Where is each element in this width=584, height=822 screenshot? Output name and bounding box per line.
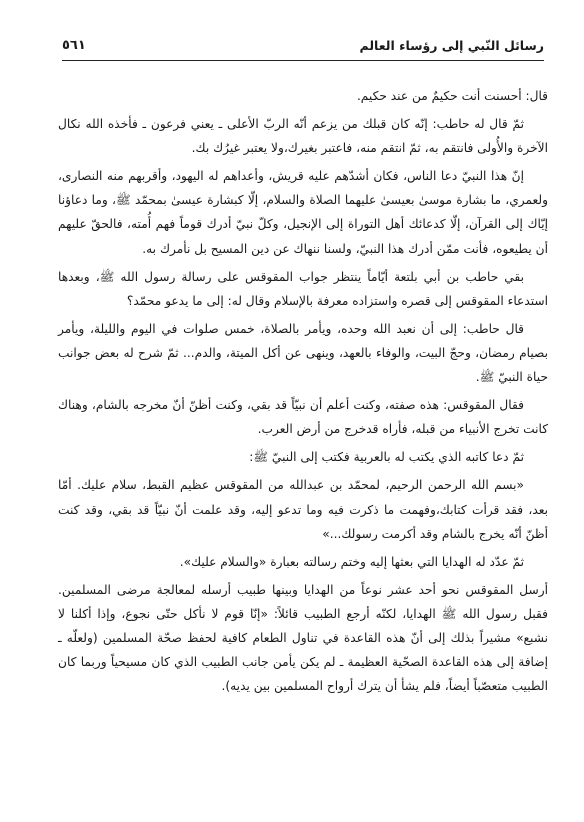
paragraph: بقي حاطب بن أبي بلتعة أيّاماً ينتظر جواب المقوقس على رسالة رسول الله ﷺ، وبعدها استدعاء المقوقس إلى قصره واستزاده معرفة بالإسلام وقال له: إلى ما يدعو محمّد؟ xyxy=(58,269,548,308)
paragraph: إنّ هذا النبيّ دعا الناس، فكان أشدّهم عليه قريش، وأعداهم له اليهود، وأقربهم منه النصارى، ولعمري، ما بشارة موسىٰ بعيسىٰ عليهما الصلاة والسلام، إلّا كبشارة عيسىٰ بمحمّد ﷺ، وما دعاؤنا إيّاك إلى القرآن، إلّا كدعائك أهل التوراة إلى الإنجيل، وكلّ نبيّ أدرك قوماً فهم أُمته، فالحقّ عليهم أن يطيعوه، فأنت ممّن أدرك هذا النبيّ، ولسنا ننهاك عن دين المسيح بل نأمرك به. xyxy=(58,169,548,256)
body-text xyxy=(58,84,548,702)
paragraph: ثمّ عدّد له الهدايا التي بعثها إليه وختم رسالته بعبارة «والسلام عليك». xyxy=(179,554,524,569)
running-title: رسائل النّبي إلى رؤساء العالم xyxy=(359,38,544,53)
paragraph: ثمّ قال له حاطب: إنّه كان قبلك من يزعم أنّه الربّ الأعلى ـ يعني فرعون ـ فأخذه الله نكال الآخرة والأُولى فانتقم به، ثمّ انتقم منه، فاعتبر بغيرك،ولا يعتبر غيرُك بك. xyxy=(58,117,548,156)
paragraph: ثمّ دعا كاتبه الذي يكتب له بالعربية فكتب إلى النبيّ ﷺ: xyxy=(249,450,524,465)
running-header xyxy=(62,36,544,61)
paragraph: «بسم الله الرحمن الرحيم، لمحمّد بن عبدالله من المقوقس عظيم القبط، سلام عليك. أمّا بعد، فقد قرأت كتابك،وفهمت ما ذكرت فيه وما تدعو إليه، وقد علمت أنّ نبيّاً قد بقي، وقد كنت أظنّ أنّه يخرج بالشام وقد أكرمت رسولك...» xyxy=(58,478,548,541)
page-number: ٥٦١ xyxy=(62,38,86,53)
paragraph: أرسل المقوقس نحو أحد عشر نوعاً من الهدايا وبينها طبيب أرسله لمعالجة مرضى المسلمين. فقبل رسول الله ﷺ الهدايا، لكنّه أرجع الطبيب قائلاً: «إنّا قوم لا نأكل حتّى نجوع، وإذا أكلنا لا نشبع» مشيراً بذلك إلى أنّ هذه القاعدة في تناول الطعام كافية لحفظ صحّة المسلمين (ولعلّه ـ إضافة إلى هذه القاعدة الصحّية العظيمة ـ لم يكن يأمن جانب الطبيب الذي كان مسيحياً وربما كان الطبيب متعصّباً أيضاً، فلم يشأ أن يترك أرواح المسلمين بين يديه). xyxy=(58,582,548,694)
paragraph: قال: أحسنت أنت حكيمٌ من عند حكيم. xyxy=(356,89,548,103)
paragraph: قال حاطب: إلى أن نعبد الله وحده، ويأمر بالصلاة، خمس صلوات في اليوم والليلة، ويأمر بصيام رمضان، وحجّ البيت، والوفاء بالعهد، وينهى عن أكل الميتة، والدم... ثمّ شرح له بعض جوانب حياة النبيّ ﷺ. xyxy=(58,321,548,385)
paragraph: فقال المقوقس: هذه صفته، وكنت أعلم أن نبيّاً قد بقي، وكنت أظنّ أنّ مخرجه بالشام، وهناك كانت تخرج الأنبياء من قبله، فأراه قدخرج من أرض العرب. xyxy=(58,398,548,437)
